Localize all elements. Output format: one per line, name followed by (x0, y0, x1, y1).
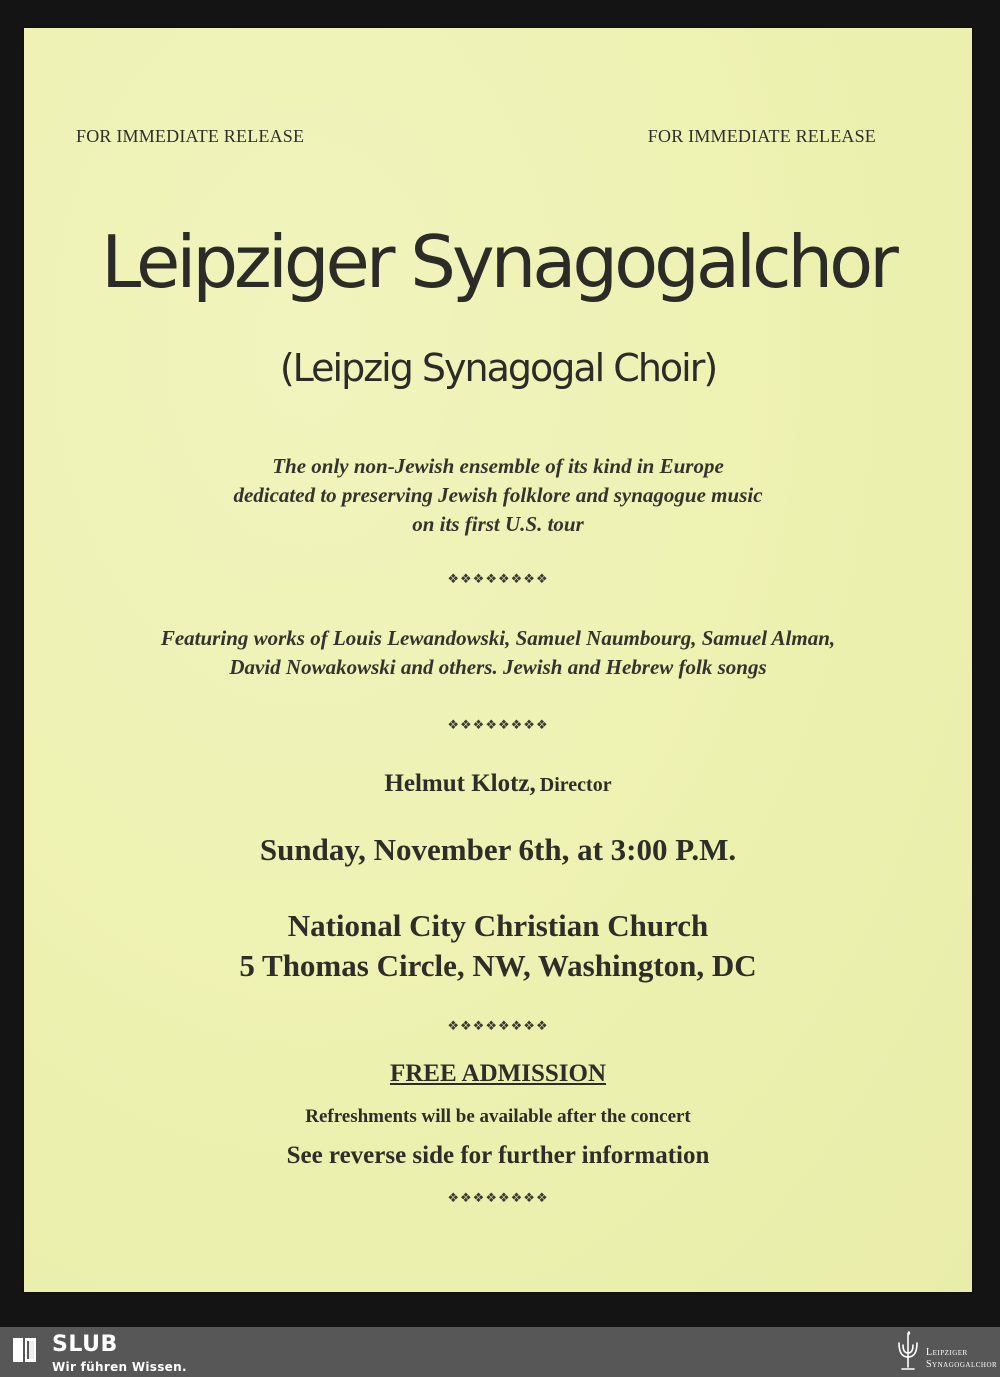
release-label-right: FOR IMMEDIATE RELEASE (647, 126, 876, 146)
slub-logo-icon[interactable] (12, 1337, 38, 1363)
director-credit (24, 770, 972, 798)
featuring-works (24, 624, 972, 682)
ornament-divider: ❖❖❖❖❖❖❖❖ (447, 572, 549, 587)
free-admission-heading: FREE ADMISSION (389, 1060, 606, 1087)
featuring-line: Featuring works of Louis Lewandowski, Samuel Naumbourg, Samuel Alman, (160, 626, 836, 650)
ornament-divider: ❖❖❖❖❖❖❖❖ (447, 718, 549, 733)
tagline-line: dedicated to preserving Jewish folklore and synagogue music (233, 483, 763, 507)
ornament-divider: ❖❖❖❖❖❖❖❖ (447, 1019, 549, 1034)
choir-logo-line: Leipziger (926, 1347, 968, 1358)
menorah-logo-icon (893, 1329, 923, 1373)
tagline (24, 452, 972, 539)
library-tagline: Wir führen Wissen. (52, 1360, 187, 1374)
tagline-line: The only non-Jewish ensemble of its kind in Europe (272, 454, 724, 478)
tagline-line: on its first U.S. tour (412, 512, 584, 536)
director-role: Director (539, 774, 612, 796)
choir-subtitle: (Leipzig Synagogal Choir) (279, 346, 717, 390)
reverse-side-note: See reverse side for further information (286, 1142, 710, 1169)
concert-datetime: Sunday, November 6th, at 3:00 P.M. (259, 832, 737, 867)
featuring-line: David Nowakowski and others. Jewish and Hebrew folk songs (229, 655, 767, 679)
director-name: Helmut Klotz, (384, 770, 536, 797)
ornament-divider: ❖❖❖❖❖❖❖❖ (447, 1191, 549, 1206)
refreshments-note: Refreshments will be available after the concert (305, 1106, 691, 1127)
flyer-sheet (24, 28, 972, 1292)
choir-title: Leipziger Synagogalchor (101, 220, 895, 304)
venue-address: 5 Thomas Circle, NW, Washington, DC (239, 948, 757, 983)
choir-logo-text (926, 1347, 997, 1371)
venue (24, 906, 972, 986)
release-label-left: FOR IMMEDIATE RELEASE (76, 126, 305, 146)
venue-name: National City Christian Church (287, 908, 709, 943)
viewer-footer (0, 1327, 1000, 1377)
library-name[interactable]: SLUB (52, 1332, 118, 1357)
choir-logo-line: Synagogalchor (926, 1359, 998, 1370)
